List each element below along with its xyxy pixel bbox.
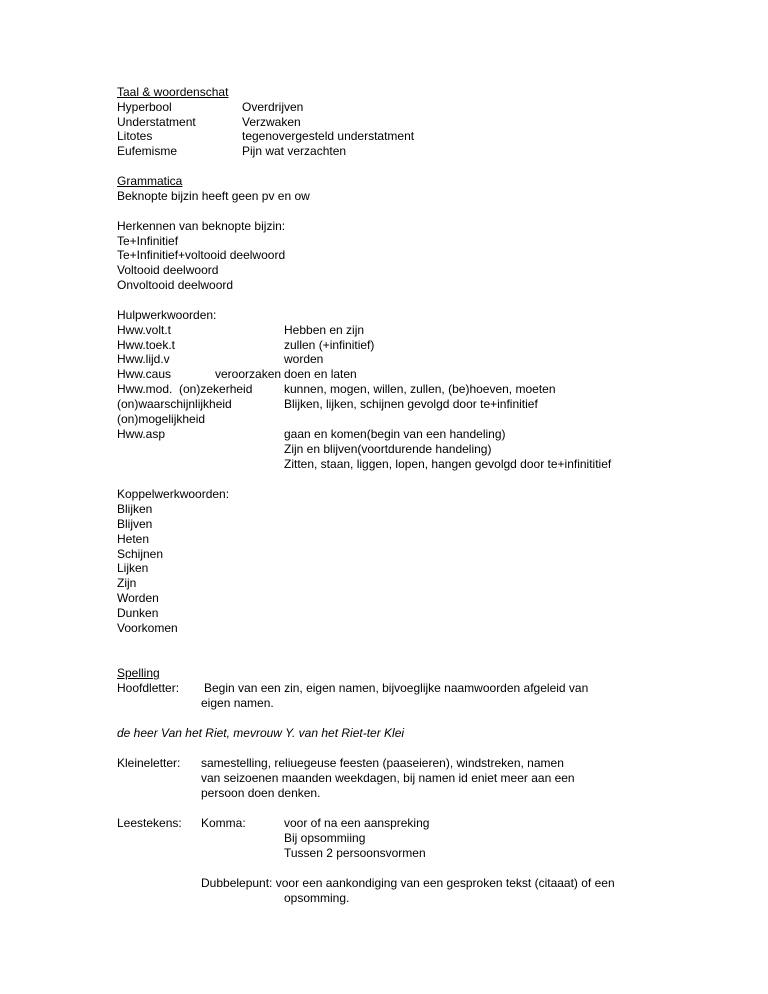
- grammatica-heading: Grammatica: [117, 174, 183, 188]
- hulpww-def: Zijn en blijven(voortdurende handeling): [284, 442, 492, 456]
- taal-def: tegenovergesteld understatment: [242, 129, 415, 143]
- hulpww-term: Hww.lijd.v: [117, 352, 170, 366]
- hulpww-term: Hww.asp: [117, 427, 166, 441]
- koppelww-item: Blijven: [117, 517, 153, 531]
- taal-def: Overdrijven: [242, 100, 304, 114]
- spelling-heading: Spelling: [117, 666, 160, 680]
- koppelww-item: Heten: [117, 532, 150, 546]
- koppelww-item: Lijken: [117, 561, 149, 575]
- komma-item: Bij opsommiing: [284, 831, 366, 845]
- taal-term: Hyperbool: [117, 100, 172, 114]
- hoofdletter-label: Hoofdletter:: [117, 681, 180, 695]
- hulpww-def: Blijken, lijken, schijnen gevolgd door te+infinitief: [284, 397, 538, 411]
- hulpww-term: (on)mogelijkheid: [117, 412, 206, 426]
- kleineletter-text: van seizoenen maanden weekdagen, bij namen id eniet meer aan een: [201, 771, 575, 785]
- hoofdletter-text: Begin van een zin, eigen namen, bijvoeglijke naamwoorden afgeleid van: [204, 681, 589, 695]
- hulpww-term: Hww.caus: [117, 367, 172, 381]
- koppelww-item: Zijn: [117, 576, 137, 590]
- hulpww-def: doen en laten: [284, 367, 357, 381]
- dubbelepunt-text: opsomming.: [284, 891, 350, 905]
- taal-heading: Taal & woordenschat: [117, 85, 229, 99]
- taal-def: Pijn wat verzachten: [242, 144, 347, 158]
- hulpww-term: Hww.volt.t: [117, 323, 172, 337]
- kleineletter-text: persoon doen denken.: [201, 786, 321, 800]
- koppelww-item: Dunken: [117, 606, 159, 620]
- grammatica-line: Beknopte bijzin heeft geen pv en ow: [117, 189, 310, 203]
- kleineletter-label: Kleineletter:: [117, 756, 181, 770]
- taal-def: Verzwaken: [242, 115, 301, 129]
- hulpww-def: worden: [284, 352, 324, 366]
- koppelww-item: Worden: [117, 591, 159, 605]
- hoofdletter-text: eigen namen.: [201, 696, 274, 710]
- komma-item: Tussen 2 persoonsvormen: [284, 846, 426, 860]
- koppelww-item: Schijnen: [117, 547, 164, 561]
- taal-term: Eufemisme: [117, 144, 178, 158]
- hulpww-def: gaan en komen(begin van een handeling): [284, 427, 506, 441]
- koppelww-heading: Koppelwerkwoorden:: [117, 487, 230, 501]
- hulpww-def: zullen (+infinitief): [284, 338, 375, 352]
- koppelww-item: Voorkomen: [117, 621, 178, 635]
- hulpww-term: Hww.mod. (on)zekerheid: [117, 382, 253, 396]
- herkennen-item: Voltooid deelwoord: [117, 263, 219, 277]
- spelling-example: de heer Van het Riet, mevrouw Y. van het Riet-ter Klei: [117, 726, 405, 740]
- hulpww-term: (on)waarschijnlijkheid: [117, 397, 232, 411]
- herkennen-item: Te+Infinitief: [117, 234, 179, 248]
- koppelww-item: Blijken: [117, 502, 153, 516]
- hulpww-def: kunnen, mogen, willen, zullen, (be)hoeven, moeten: [284, 382, 556, 396]
- dubbelepunt-text: Dubbelepunt: voor een aankondiging van een gesproken tekst (citaaat) of een: [201, 876, 615, 890]
- hulpww-def: Hebben en zijn: [284, 323, 365, 337]
- hulpww-heading: Hulpwerkwoorden:: [117, 308, 217, 322]
- taal-term: Understatment: [117, 115, 196, 129]
- herkennen-item: Te+Infinitief+voltooid deelwoord: [117, 248, 286, 262]
- herkennen-item: Onvoltooid deelwoord: [117, 278, 234, 292]
- herkennen-heading: Herkennen van beknopte bijzin:: [117, 219, 286, 233]
- komma-label: Komma:: [201, 816, 246, 830]
- kleineletter-text: samestelling, reliuegeuse feesten (paaseieren), windstreken, namen: [201, 756, 564, 770]
- hulpww-def: Zitten, staan, liggen, lopen, hangen gevolgd door te+infinititief: [284, 457, 612, 471]
- taal-term: Litotes: [117, 129, 153, 143]
- hulpww-term: Hww.toek.t: [117, 338, 176, 352]
- hulpww-sub: veroorzaken: [215, 367, 282, 381]
- komma-item: voor of na een aanspreking: [284, 816, 430, 830]
- leestekens-label: Leestekens:: [117, 816, 182, 830]
